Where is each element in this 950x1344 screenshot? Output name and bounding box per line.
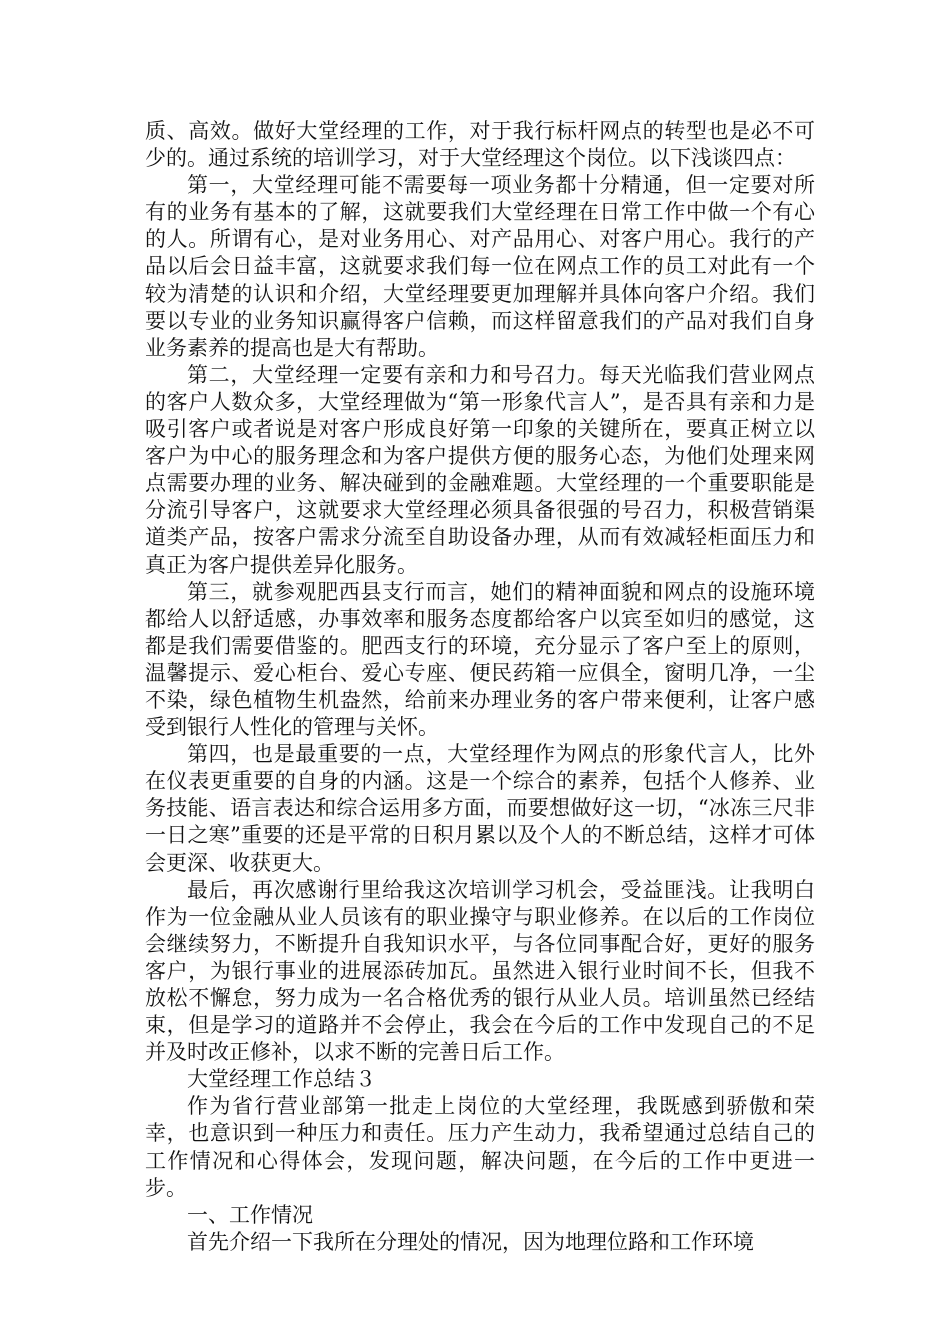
paragraph-point-three: 第三，就参观肥西县支行而言，她们的精神面貌和网点的设施环境都给人以舒适感，办事效率和服务态度都给客户以宾至如归的感觉，这都是我们需要借鉴的。肥西支行的环境，充分显示了客户至上的原则，温馨提示、爱心柜台、爱心专座、便民药箱一应俱全，窗明几净，一尘不染，绿色植物生机盎然，给前来办理业务的客户带来便利，让客户感受到银行人性化的管理与关怀。 [145,579,815,740]
document-body [145,118,815,1256]
paragraph-point-two: 第二，大堂经理一定要有亲和力和号召力。每天光临我们营业网点的客户人数众多，大堂经理做为“第一形象代言人”，是否具有亲和力是吸引客户或者说是对客户形成良好第一印象的关键所在，要真正树立以客户为中心的服务理念和为客户提供方便的服务心态，为他们处理来网点需要办理的业务、解决碰到的金融难题。大堂经理的一个重要职能是分流引导客户，这就要求大堂经理必须具备很强的号召力，积极营销渠道类产品，按客户需求分流至自助设备办理，从而有效减轻柜面压力和真正为客户提供差异化服务。 [145,362,815,577]
paragraph-section-intro: 作为省行营业部第一批走上岗位的大堂经理，我既感到骄傲和荣幸，也意识到一种压力和责任。压力产生动力，我希望通过总结自己的工作情况和心得体会，发现问题，解决问题，在今后的工作中更进一步。 [145,1094,815,1200]
paragraph-point-four: 第四，也是最重要的一点，大堂经理作为网点的形象代言人，比外在仪表更重要的自身的内涵。这是一个综合的素养，包括个人修养、业务技能、语言表达和综合运用多方面，而要想做好这一切，“冰冻三尺非一日之寒”重要的还是平常的日积月累以及个人的不断总结，这样才可体会更深、收获更大。 [145,742,815,875]
paragraph-intro-continuation: 质、高效。做好大堂经理的工作，对于我行标杆网点的转型也是必不可少的。通过系统的培训学习，对于大堂经理这个岗位。以下浅谈四点： [145,119,815,171]
paragraph-point-one: 第一，大堂经理可能不需要每一项业务都十分精通，但一定要对所有的业务有基本的了解，这就要我们大堂经理在日常工作中做一个有心的人。所谓有心，是对业务用心、对产品用心、对客户用心。我行的产品以后会日益丰富，这就要求我们每一位在网点工作的员工对此有一个较为清楚的认识和介绍，大堂经理要更加理解并具体向客户介绍。我们要以专业的业务知识赢得客户信赖，而这样留意我们的产品对我们自身业务素养的提高也是大有帮助。 [145,173,815,360]
paragraph-subsection-start: 首先介绍一下我所在分理处的情况，因为地理位路和工作环境 [187,1229,754,1254]
section-title: 大堂经理工作总结３ [187,1067,376,1092]
paragraph-conclusion: 最后，再次感谢行里给我这次培训学习机会，受益匪浅。让我明白作为一位金融从业人员该有的职业操守与职业修养。在以后的工作岗位会继续努力，不断提升自我知识水平，与各位同事配合好，更好的服务客户，为银行事业的进展添砖加瓦。虽然进入银行业时间不长，但我不放松不懈怠，努力成为一名合格优秀的银行从业人员。培训虽然已经结束，但是学习的道路并不会停止，我会在今后的工作中发现自己的不足并及时改正修补，以求不断的完善日后工作。 [145,877,815,1065]
subsection-heading: 一、工作情况 [187,1202,313,1227]
